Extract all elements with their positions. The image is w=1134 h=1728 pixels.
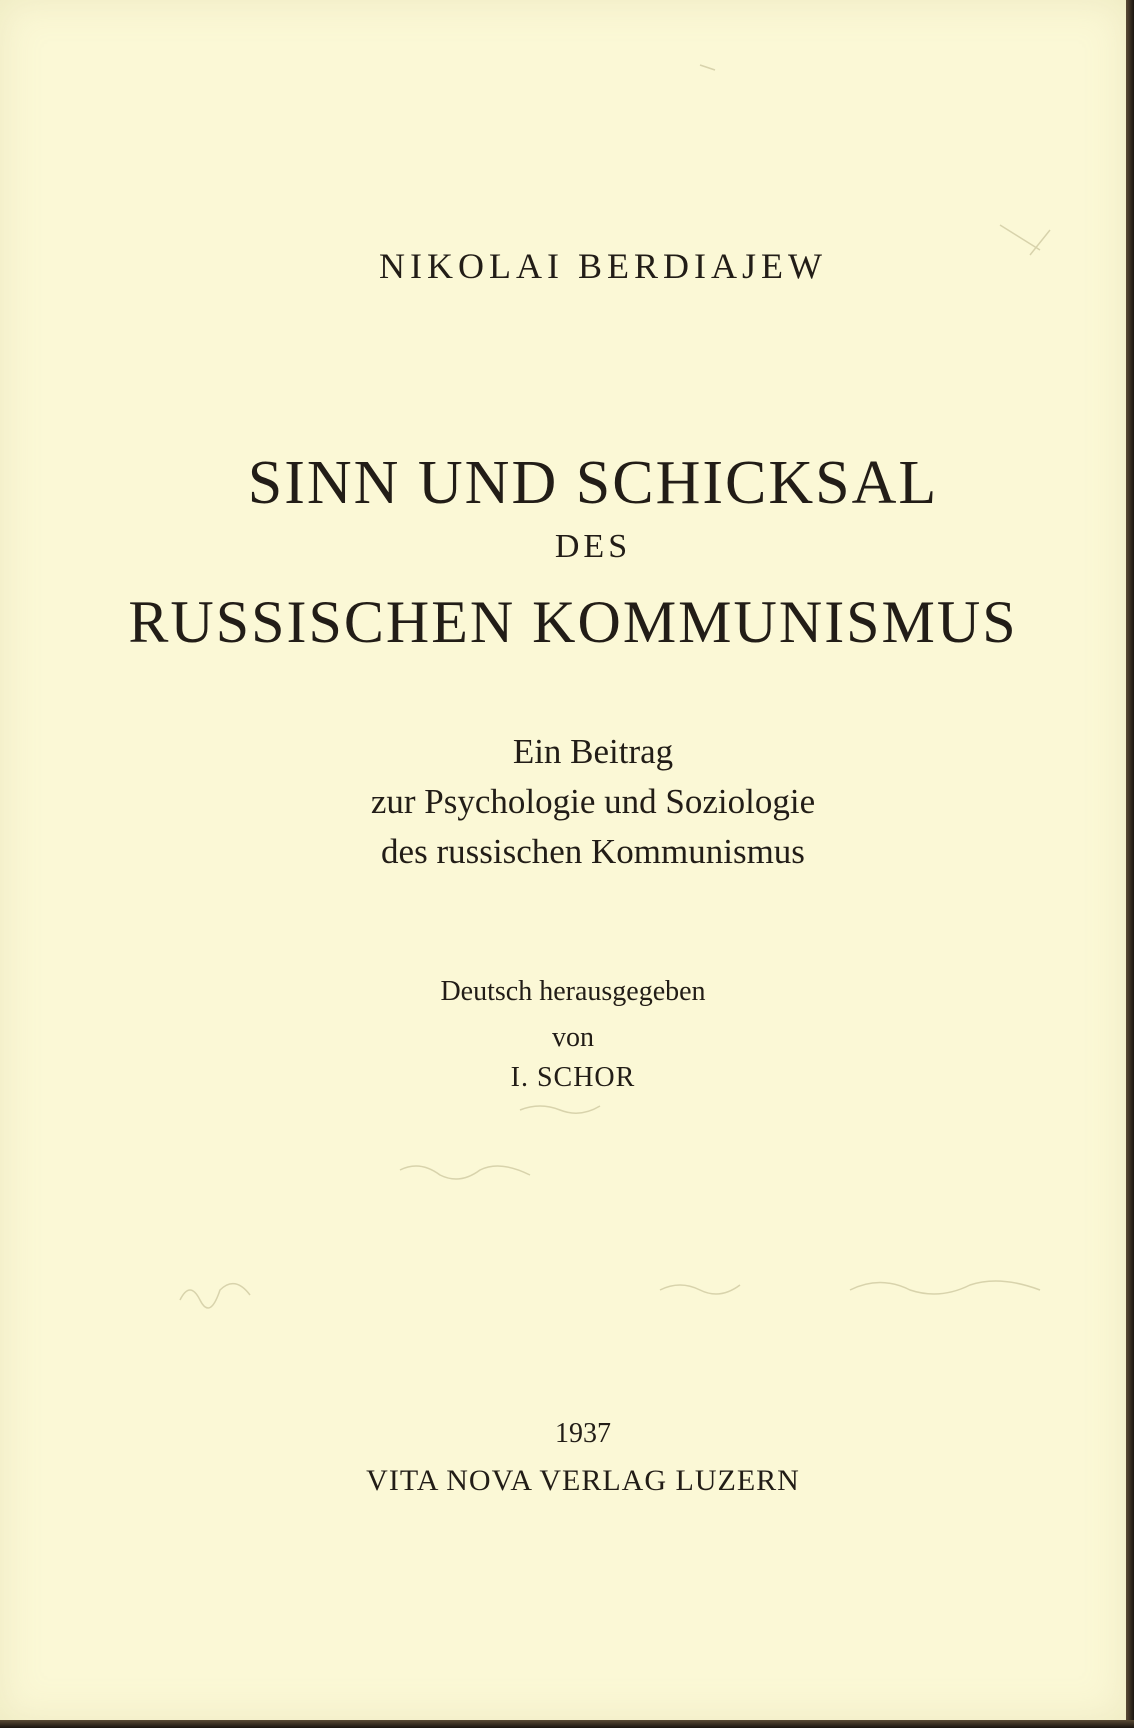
pencil-stroke <box>1030 230 1050 255</box>
scan-border-bottom <box>0 1720 1134 1728</box>
author-name: NIKOLAI BERDIAJEW <box>379 246 827 286</box>
pencil-stroke <box>1000 225 1040 250</box>
editor-name: I. SCHOR <box>510 1062 636 1093</box>
editor-credit-line: Deutsch herausgegeben <box>440 976 706 1007</box>
scan-border-right <box>1126 0 1134 1728</box>
subtitle-line-2: zur Psychologie und Soziologie <box>370 782 816 821</box>
publisher-imprint: VITA NOVA VERLAG LUZERN <box>366 1464 800 1497</box>
subtitle-line-1: Ein Beitrag <box>512 732 674 771</box>
subtitle-line-3: des russischen Kommunismus <box>381 832 805 871</box>
pencil-stroke <box>400 1166 530 1179</box>
book-title-line-3: RUSSISCHEN KOMMUNISMUS <box>128 589 1018 655</box>
pencil-stroke <box>850 1281 1040 1294</box>
publication-year: 1937 <box>555 1418 611 1449</box>
editor-credit-von: von <box>552 1022 594 1053</box>
pencil-stroke <box>180 1284 250 1308</box>
pencil-stroke <box>700 65 715 70</box>
book-title-line-1: SINN UND SCHICKSAL <box>247 449 939 517</box>
pencil-stroke <box>520 1106 600 1113</box>
book-title-line-2: DES <box>554 528 632 565</box>
pencil-stroke <box>660 1285 740 1294</box>
